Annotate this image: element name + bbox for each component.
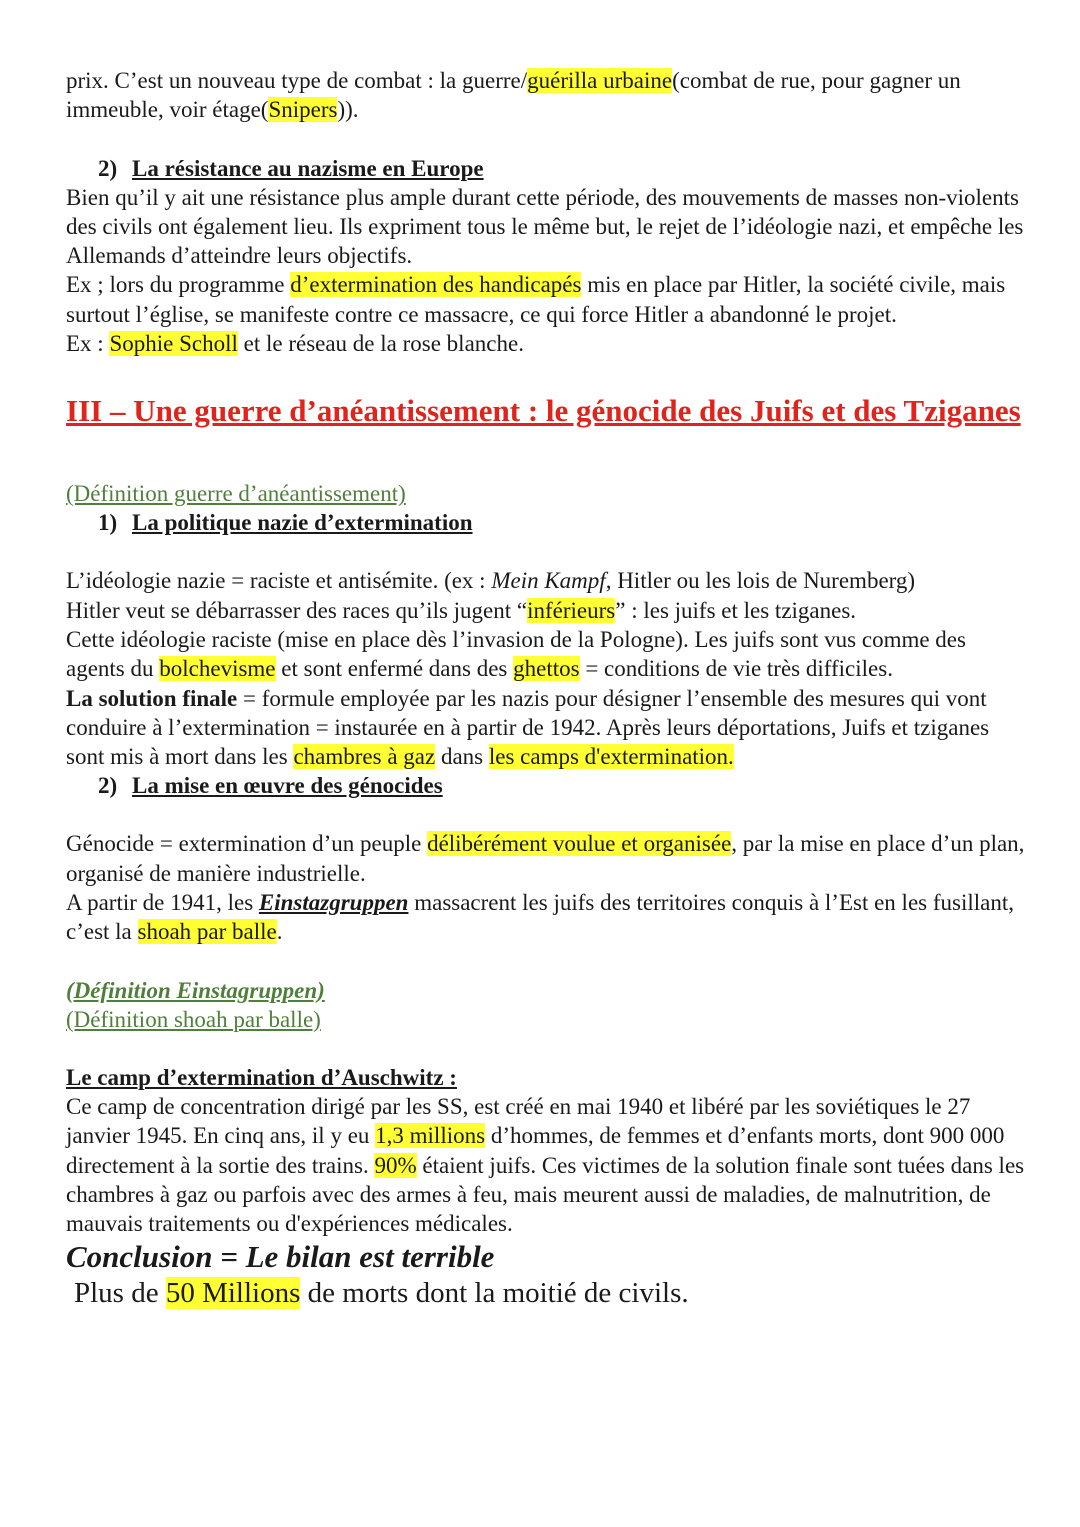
text: et le réseau de la rose blanche. (237, 331, 524, 357)
section-heading-politique-nazie (66, 508, 1026, 537)
highlight-50-millions: 50 Millions (165, 1277, 301, 1310)
highlight-inferieurs: inférieurs (527, 597, 616, 623)
paragraph-ghettos (66, 625, 1026, 684)
text: Génocide = extermination d’un peuple (66, 831, 428, 857)
text: , par la mise en place d’un plan, organisé de manière industrielle. (66, 831, 1025, 886)
section-title: La politique nazie d’extermination (132, 510, 473, 536)
definition-shoah-balle: (Définition shoah par balle) (66, 1006, 321, 1032)
highlight-snipers: Snipers (268, 97, 338, 123)
text: dans (435, 744, 489, 770)
text: Ex : (66, 331, 110, 357)
paragraph-ideologie (66, 566, 1026, 595)
text: massacrent les juifs des territoires conquis à l’Est en les fusillant, c’est la (66, 890, 1014, 945)
text: )). (337, 97, 359, 123)
text: . (276, 919, 283, 945)
text: = formule employée par les nazis pour désigner l’ensemble des mesures qui vont conduire à l’extermination = instaurée en à partir de 1942. Après leurs déportations, Juifs et tziganes sont mis à mort dans les (66, 685, 990, 770)
highlight-1-3-millions: 1,3 millions (375, 1123, 486, 1149)
term-solution-finale: La solution finale (66, 685, 238, 711)
conclusion-text (66, 1275, 1026, 1311)
paragraph-einsatzgruppen (66, 888, 1026, 947)
text: Plus de (74, 1277, 166, 1310)
section-title: La résistance au nazisme en Europe (132, 155, 484, 181)
section-heading-genocides (66, 771, 1026, 800)
text: L’idéologie nazie = raciste et antisémite. (ex : (66, 568, 492, 594)
book-title-mein-kampf: Mein Kampf (491, 568, 606, 594)
text: d’hommes, de femmes et d’enfants morts, dont 900 000 directement à la sortie des trains. (66, 1123, 1005, 1178)
highlight-deliberement: délibérément voulue et organisée (427, 831, 732, 857)
paragraph-example-handicap (66, 270, 1026, 329)
highlight-90-percent: 90% (374, 1152, 417, 1178)
text: de morts dont la moitié de civils. (300, 1277, 689, 1310)
paragraph-urban-warfare (66, 66, 1026, 125)
section-title: La mise en œuvre des génocides (132, 773, 443, 799)
text: = conditions de vie très difficiles. (579, 656, 893, 682)
part-title-genocide: III – Une guerre d’anéantissement : le génocide des Juifs et des Tziganes (66, 393, 1021, 429)
highlight-guerilla: guérilla urbaine (527, 68, 673, 93)
paragraph-auschwitz (66, 1092, 1026, 1238)
text: Ce camp de concentration dirigé par les SS, est créé en mai 1940 et libéré par les soviétiques le 27 janvier 1945. En cinq ans, il y eu (66, 1093, 971, 1149)
text: (combat de rue, pour gagner un immeuble, voir étage( (66, 68, 961, 123)
text: mis en place par Hitler, la société civile, mais surtout l’église, se manifeste contre ce massacre, ce qui force Hitler a abandonné le projet. (66, 272, 1006, 327)
definition-einstagruppen: (Définition Einstagruppen) (66, 977, 325, 1003)
section-number: 1) (98, 510, 118, 536)
section-heading-resistance (66, 154, 1026, 183)
highlight-camps: les camps d'extermination. (488, 744, 734, 770)
text: prix. C’est un nouveau type de combat : la guerre/ (66, 68, 528, 93)
text: Ex ; lors du programme (66, 272, 291, 298)
paragraph-races (66, 596, 1026, 625)
highlight-shoah-balle: shoah par balle (137, 919, 277, 945)
text: étaient juifs. Ces victimes de la solution finale sont tuées dans les chambres à gaz ou parfois avec des armes à feu, mais meurent aussi de maladies, de malnutrition, de mauvais traitements ou d'expériences médicales. (66, 1152, 1025, 1237)
text: , Hitler ou les lois de Nuremberg) (605, 568, 916, 594)
text: A partir de 1941, les (66, 890, 259, 916)
section-number: 2) (98, 155, 118, 181)
section-number: 2) (98, 773, 118, 799)
term-einsatzgruppen: Einstazgruppen (258, 890, 409, 916)
highlight-ghettos: ghettos (513, 656, 580, 682)
text: ” : les juifs et les tziganes. (615, 597, 857, 623)
highlight-sophie-scholl: Sophie Scholl (109, 331, 238, 357)
text: Cette idéologie raciste (mise en place dès l’invasion de la Pologne). Les juifs sont vus comme des agents du (66, 626, 966, 682)
highlight-extermination-handicapes: d’extermination des handicapés (290, 272, 582, 298)
paragraph-example-scholl (66, 329, 1026, 358)
highlight-chambres-gaz: chambres à gaz (293, 744, 436, 770)
text: Hitler veut se débarrasser des races qu’ils jugent “ (66, 597, 528, 623)
paragraph-resistance: Bien qu’il y ait une résistance plus ample durant cette période, des mouvements de masses non-violents des civils ont également lieu. Ils expriment tous le même but, le rejet de l’idéologie nazi, et empêche les Allemands d’atteindre leurs objectifs. (66, 184, 1024, 269)
highlight-bolchevisme: bolchevisme (159, 656, 276, 682)
heading-auschwitz: Le camp d’extermination d’Auschwitz : (66, 1064, 457, 1090)
definition-guerre-aneantissement: (Définition guerre d’anéantissement) (66, 481, 406, 507)
paragraph-solution-finale (66, 684, 1026, 772)
text: et sont enfermé dans des (275, 656, 514, 682)
document-page (66, 66, 1026, 1311)
paragraph-genocide-definition (66, 829, 1026, 888)
conclusion-title: Conclusion = Le bilan est terrible (66, 1239, 495, 1275)
